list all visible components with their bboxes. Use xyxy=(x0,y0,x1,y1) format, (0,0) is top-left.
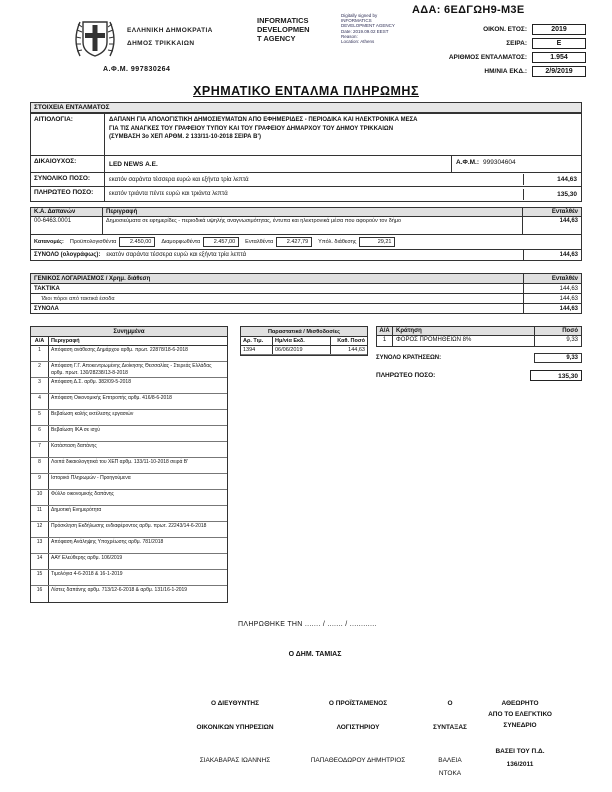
invoices-table xyxy=(240,326,368,356)
deductions-col-amount: Ποσό xyxy=(562,328,578,334)
attachment-row xyxy=(31,474,227,490)
deductions-col-num: Α/Α xyxy=(377,327,393,335)
attachment-num: 12 xyxy=(31,522,49,537)
payable-amount-label: ΠΛΗΡΩΤΕΟ ΠΟΣΟ: xyxy=(31,187,105,201)
beneficiary-row xyxy=(31,156,581,173)
reason-label: ΑΙΤΙΟΛΟΓΙΑ: xyxy=(31,114,105,155)
attachment-desc: Απόφαση ανάθεσης Δημάρχου αρθμ. πρωτ. 22878/18-6-2018 xyxy=(51,347,188,354)
signature-title-line: ΟΙΚΟΝ/ΚΩΝ ΥΠΗΡΕΣΙΩΝ xyxy=(196,724,274,731)
signature-name: ΠΑΠΑΘΕΟΔΩΡΟΥ ΔΗΜΗΤΡΙΟΣ xyxy=(310,757,406,764)
expense-table-row xyxy=(31,217,581,235)
net-payable-label: ΠΛΗΡΩΤΕΟ ΠΟΣΟ: xyxy=(376,372,436,379)
audit-note-line: ΑΘΕΩΡΗΤΟ xyxy=(501,700,539,707)
stamp-detail-line: Digitally signed by xyxy=(341,13,378,18)
expense-amount-value: 144,63 xyxy=(559,218,578,224)
general-account-header-label: ΓΕΝΙΚΟΣ ΛΟΓΑΡΙΑΣΜΟΣ / Χρημ. διάθεση xyxy=(34,275,151,282)
paid-on-line: ΠΛΗΡΩΘΗΚΕ ΤΗΝ ....... / ....... / ............ xyxy=(238,621,377,628)
net-payable-amount: 135,30 xyxy=(530,370,582,381)
warrant-number-label: ΑΡΙΘΜΟΣ ΕΝΤΑΛΜΑΤΟΣ: xyxy=(448,54,527,61)
greek-coat-of-arms-icon xyxy=(70,14,120,62)
ada-value: 6ΕΔΓΩΗ9-Μ3Ε xyxy=(444,4,525,16)
general-account-row-regular xyxy=(31,284,581,294)
warrant-number-value: 1.954 xyxy=(532,52,586,63)
general-account-header xyxy=(31,274,581,284)
deduction-name: ΦΟΡΟΣ ΠΡΟΜΗΘΕΙΩΝ 8% xyxy=(393,336,535,346)
header-fields xyxy=(449,24,586,80)
invoices-col-date: Ημ/νία Εκδ. xyxy=(273,337,331,345)
attachment-num: 14 xyxy=(31,554,49,569)
reason-line-1: ΔΑΠΑΝΗ ΓΙΑ ΑΠΟΛΟΓΙΣΤΙΚΗ ΔΗΜΟΣΙΕΥΜΑΤΩΝ ΑΠΟ ΕΦΗΜΕΡΙΔΕΣ - ΠΕΡΙΟΔΙΚΑ ΚΑΙ ΗΛΕΚΤΡΟΝΙΚΑ ΜΕΣΑ xyxy=(109,117,418,123)
general-account-row-own-funds xyxy=(31,294,581,304)
treasurer-title: Ο ΔΗΜ. ΤΑΜΙΑΣ xyxy=(288,651,342,658)
allocation-budgeted-label: Προϋπολογισθέντα xyxy=(69,239,117,245)
attachment-row xyxy=(31,506,227,522)
field-series xyxy=(449,38,586,49)
stamp-line: DEVELOPMEN xyxy=(257,25,310,34)
attachment-num: 11 xyxy=(31,506,49,521)
own-funds-amount: 144,63 xyxy=(523,294,581,303)
beneficiary-afm-label: Α.Φ.Μ.: xyxy=(456,159,480,166)
expense-total-row xyxy=(31,250,581,260)
payable-amount-row xyxy=(31,187,581,201)
allocation-warranted xyxy=(245,237,312,247)
stamp-line: INFORMATICS xyxy=(257,16,309,25)
attachment-row xyxy=(31,490,227,506)
digital-signature-stamp xyxy=(257,16,310,43)
beneficiary-afm-cell xyxy=(451,156,581,172)
attachment-desc: Απόφαση Ανάληψης Υποχρέωσης αρθμ. 781/2018 xyxy=(51,539,164,546)
allocation-remaining-value: 29,21 xyxy=(359,237,395,247)
stamp-detail-line: DEVELOPMENT AGENCY xyxy=(341,23,395,29)
series-value: Ε xyxy=(532,38,586,49)
attachments-subheader xyxy=(31,337,227,346)
reason-value xyxy=(105,114,581,155)
attachment-desc: Απόφαση Οικονομικής Επιτροπής αρθμ. 416/8-6-2018 xyxy=(51,395,172,402)
allocation-label: Κατανομές: xyxy=(34,239,64,245)
attachment-desc: Πρόσκληση Εκδήλωσης ενδιαφέροντος αρθμ. πρωτ. 22243/14-6-2018 xyxy=(51,523,207,530)
municipality-afm: Α.Φ.Μ. 997830264 xyxy=(103,66,171,73)
attachment-row xyxy=(31,394,227,410)
field-fiscal-year xyxy=(449,24,586,35)
attachment-desc: Βεβαίωση καλής εκτέλεσης εργασιών xyxy=(51,411,134,418)
audit-note-line: ΒΑΣΕΙ ΤΟΥ Π.Δ. xyxy=(495,748,545,755)
field-issue-date xyxy=(449,66,586,77)
expense-total-amount: 144,63 xyxy=(523,250,581,260)
attachment-num: 3 xyxy=(31,378,49,393)
attachments-title: Συνημμένα xyxy=(31,327,227,337)
allocation-warranted-label: Ενταλθέντα xyxy=(245,239,274,245)
attachment-desc: Λίστες δαπάνης αρθμ. 713/12-6-2018 & αρθμ. 131/16-1-2019 xyxy=(51,587,188,594)
expense-table-header xyxy=(31,208,581,217)
general-account-total-label: ΣΥΝΟΛΑ xyxy=(34,305,59,312)
attachment-row xyxy=(31,378,227,394)
attachment-row xyxy=(31,362,227,378)
allocation-revised-value: 2.457,00 xyxy=(203,237,239,247)
deductions-header xyxy=(377,327,581,336)
attachment-num: 10 xyxy=(31,490,49,505)
signature-title-line: ΛΟΓΙΣΤΗΡΙΟΥ xyxy=(336,724,380,731)
invoices-col-no: Αρ. Τιμ. xyxy=(241,337,273,345)
signature-head-accountant xyxy=(300,700,416,767)
series-label: ΣΕΙΡΑ: xyxy=(506,40,527,47)
issue-date-label: ΗΜ/ΝΙΑ ΕΚΔ.: xyxy=(484,68,527,75)
stamp-detail-line: INFORMATICS xyxy=(341,18,372,24)
attachment-row xyxy=(31,426,227,442)
deductions-total-amount: 9,33 xyxy=(534,353,582,363)
ada-code xyxy=(412,4,524,16)
reason-row xyxy=(31,114,581,156)
signature-director xyxy=(172,700,298,767)
fiscal-year-value: 2019 xyxy=(532,24,586,35)
beneficiary-value xyxy=(105,156,581,172)
payable-amount-number: 135,30 xyxy=(523,189,581,200)
stamp-detail-line: Date: 2019.09.02 EEST xyxy=(341,28,389,34)
expense-desc-header: Περιγραφή xyxy=(103,208,523,216)
invoice-number: 1394 xyxy=(241,346,273,354)
attachment-desc: Απόφαση Γ.Γ. Αποκεντρωμένης Διοίκησης Θεσσαλίας - Στερεάς Ελλάδας αρθμ. πρωτ. 130/28238/13-8-2018 xyxy=(51,363,212,376)
net-payable-row xyxy=(376,370,582,381)
attachment-num: 7 xyxy=(31,442,49,457)
allocation-remaining-label: Υπόλ. διάθεσης xyxy=(318,239,357,245)
expense-code-table xyxy=(30,207,582,261)
allocation-budgeted-value: 2.450,00 xyxy=(119,237,155,247)
allocation-revised-label: Διαμορφωθέντα xyxy=(161,239,201,245)
attachment-num: 5 xyxy=(31,410,49,425)
general-account-total-amount: 144,63 xyxy=(523,304,581,313)
expense-total-words: εκατόν σαράντα τέσσερα ευρώ και εξήντα τρία λεπτά xyxy=(106,252,247,258)
expense-total-label: ΣΥΝΟΛΟ (ολογράφως): xyxy=(34,252,101,258)
allocation-warranted-value: 2.427,79 xyxy=(276,237,312,247)
deductions-table xyxy=(376,326,582,347)
invoice-row xyxy=(241,346,367,355)
attachment-row xyxy=(31,346,227,362)
expense-code-header: Κ.Α. Δαπανών xyxy=(31,208,103,216)
attachment-num: 1 xyxy=(31,346,49,361)
signature-title-line: ΣΥΝΤΑΞΑΣ xyxy=(433,724,467,731)
attachment-num: 4 xyxy=(31,394,49,409)
audit-note-line: ΑΠΟ ΤΟ ΕΛΕΓΚΤΙΚΟ xyxy=(488,711,552,718)
municipality-label: ΔΗΜΟΣ ΤΡΙΚΚΑΙΩΝ xyxy=(127,40,195,47)
total-amount-words: εκατόν σαράντα τέσσερα ευρώ και εξήντα τρία λεπτά xyxy=(109,176,249,183)
attachment-desc: Κατάσταση δαπάνης xyxy=(51,443,97,450)
regular-funds-label: ΤΑΚΤΙΚΑ xyxy=(34,285,60,292)
attachment-desc: Ιστορικό Πληρωμών - Προηγούμενα xyxy=(51,475,131,482)
warrant-details-table xyxy=(30,113,582,202)
attachment-num: 2 xyxy=(31,362,49,377)
attachment-row xyxy=(31,458,227,474)
payable-amount-value xyxy=(105,187,581,201)
attachments-col-desc: Περιγραφή xyxy=(51,338,80,344)
attachments-col-num: Α/Α xyxy=(31,337,49,345)
fiscal-year-label: ΟΙΚΟΝ. ΕΤΟΣ: xyxy=(483,26,527,33)
attachment-num: 16 xyxy=(31,586,49,602)
deduction-row xyxy=(377,336,581,346)
total-amount-row xyxy=(31,173,581,187)
total-amount-value xyxy=(105,173,581,186)
deductions-col-name: Κράτηση xyxy=(393,327,535,335)
field-warrant-number xyxy=(449,52,586,63)
allocation-remaining xyxy=(318,237,395,247)
invoices-title: Παραστατικά / Μισθοδοσίες xyxy=(241,327,367,337)
beneficiary-afm-value: 999304604 xyxy=(483,159,516,166)
allocation-revised xyxy=(161,237,239,247)
section-title-warrant-details: ΣΤΟΙΧΕΙΑ ΕΝΤΑΛΜΑΤΟΣ xyxy=(30,102,582,113)
attachments-table xyxy=(30,326,228,603)
stamp-line: T AGENCY xyxy=(257,34,296,43)
invoices-col-amount: Καθ. Ποσό xyxy=(337,338,365,344)
signature-title-line: Ο ΠΡΟΪΣΤΑΜΕΝΟΣ xyxy=(328,700,388,707)
signature-name: ΒΑΛΕΙΑ xyxy=(438,757,462,764)
total-amount-number: 144,63 xyxy=(523,174,581,185)
payable-amount-words: εκατόν τριάντα πέντε ευρώ και τριάντα λεπτά xyxy=(109,191,228,197)
expense-code-value: 00-6463.0001 xyxy=(31,217,103,234)
page-title xyxy=(0,84,612,98)
invoices-subheader xyxy=(241,337,367,346)
beneficiary-name: LED NEWS Α.Ε. xyxy=(109,161,158,168)
attachment-num: 6 xyxy=(31,426,49,441)
attachment-row xyxy=(31,586,227,602)
signature-title-line: Ο xyxy=(447,700,453,707)
attachment-row xyxy=(31,570,227,586)
allocation-budgeted xyxy=(70,237,155,247)
signature-name: ΝΤΟΚΑ xyxy=(438,770,462,777)
republic-label: ΕΛΛΗΝΙΚΗ ΔΗΜΟΚΡΑΤΙΑ xyxy=(127,27,213,34)
general-account-table xyxy=(30,273,582,314)
ada-label: ΑΔΑ: xyxy=(412,4,441,16)
attachment-num: 9 xyxy=(31,474,49,489)
general-account-header-amount: Ενταλθέν xyxy=(523,274,581,283)
signature-author xyxy=(420,700,480,780)
allocation-row xyxy=(31,235,581,250)
attachment-desc: Τιμολόγια 4-6-2018 & 16-1-2019 xyxy=(51,571,123,578)
beneficiary-label: ΔΙΚΑΙΟΥΧΟΣ: xyxy=(31,156,105,172)
signature-name: ΣΙΑΚΑΒΑΡΑΣ ΙΩΑΝΝΗΣ xyxy=(199,757,271,764)
organization-block xyxy=(127,24,213,50)
attachment-desc: Απόφαση Δ.Σ. αρθμ. 382/09-5-2018 xyxy=(51,379,131,386)
invoice-amount: 144,63 xyxy=(348,347,365,353)
audit-note xyxy=(482,698,558,771)
expense-desc-value: Δημοσιεύματα σε εφημερίδες - περιοδικά υψηλής αναγνωσιμότητας, έντυπα και ηλεκτρονικά μέσα που αφορούν τον δήμο xyxy=(103,217,523,234)
deduction-num: 1 xyxy=(377,336,393,346)
deductions-total-row xyxy=(376,353,582,363)
attachment-desc: Λοιπά δικαιολογητικά του ΧΕΠ αρθμ. 133/11-10-2018 σειρά Β' xyxy=(51,459,189,466)
stamp-detail-line: Reason: xyxy=(341,33,358,39)
attachment-num: 15 xyxy=(31,570,49,585)
regular-funds-amount: 144,63 xyxy=(523,284,581,293)
attachment-row xyxy=(31,410,227,426)
deductions-total-label: ΣΥΝΟΛΟ ΚΡΑΤΗΣΕΩΝ: xyxy=(376,355,442,361)
digital-signature-details xyxy=(341,13,413,44)
general-account-total-row xyxy=(31,304,581,313)
own-funds-label: Ίδιοι πόροι από τακτικά έσοδα xyxy=(41,295,115,302)
attachment-row xyxy=(31,554,227,570)
invoice-date: 06/06/2019 xyxy=(273,346,331,354)
attachment-desc: Δημοτική Ενημερότητα xyxy=(51,507,102,514)
attachment-row xyxy=(31,522,227,538)
attachment-desc: ΑΑΥ Ελεύθερης αρθμ. 106/2019 xyxy=(51,555,123,562)
stamp-detail-line: Location: Athens xyxy=(341,39,375,45)
reason-line-2: ΓΙΑ ΤΙΣ ΑΝΑΓΚΕΣ ΤΟΥ ΓΡΑΦΕΙΟΥ ΤΥΠΟΥ ΚΑΙ ΤΟΥ ΓΡΑΦΕΙΟΥ ΔΗΜΑΡΧΟΥ ΤΟΥ ΔΗΜΟΥ ΤΡΙΚΚΑΙΩΝ xyxy=(109,125,394,132)
signature-title-line: Ο ΔΙΕΥΘΥΝΤΗΣ xyxy=(211,700,259,707)
attachment-row xyxy=(31,442,227,458)
reason-line-3: (ΣΥΜΒΑΣΗ 3ο ΧΕΠ ΑΡΘΜ. 2 133/11-10-2018 ΣΕΙΡΑ Β') xyxy=(109,134,261,140)
audit-note-line: ΣΥΝΕΔΡΙΟ xyxy=(503,722,537,729)
total-amount-label: ΣΥΝΟΛΙΚΟ ΠΟΣΟ: xyxy=(31,173,105,186)
attachment-num: 8 xyxy=(31,458,49,473)
page-title-text: ΧΡΗΜΑΤΙΚΟ ΕΝΤΑΛΜΑ ΠΛΗΡΩΜΗΣ xyxy=(193,84,419,98)
issue-date-value: 2/9/2019 xyxy=(532,66,586,77)
expense-amount-header: Ενταλθέν xyxy=(551,209,578,215)
attachment-num: 13 xyxy=(31,538,49,553)
audit-note-line: 136/2011 xyxy=(506,761,534,768)
attachment-row xyxy=(31,538,227,554)
attachment-desc: Φύλλο οικονομικής δαπάνης xyxy=(51,491,114,498)
attachment-desc: Βεβαίωση ΙΚΑ σε ισχύ xyxy=(51,427,101,434)
deduction-amount: 9,33 xyxy=(566,337,578,343)
